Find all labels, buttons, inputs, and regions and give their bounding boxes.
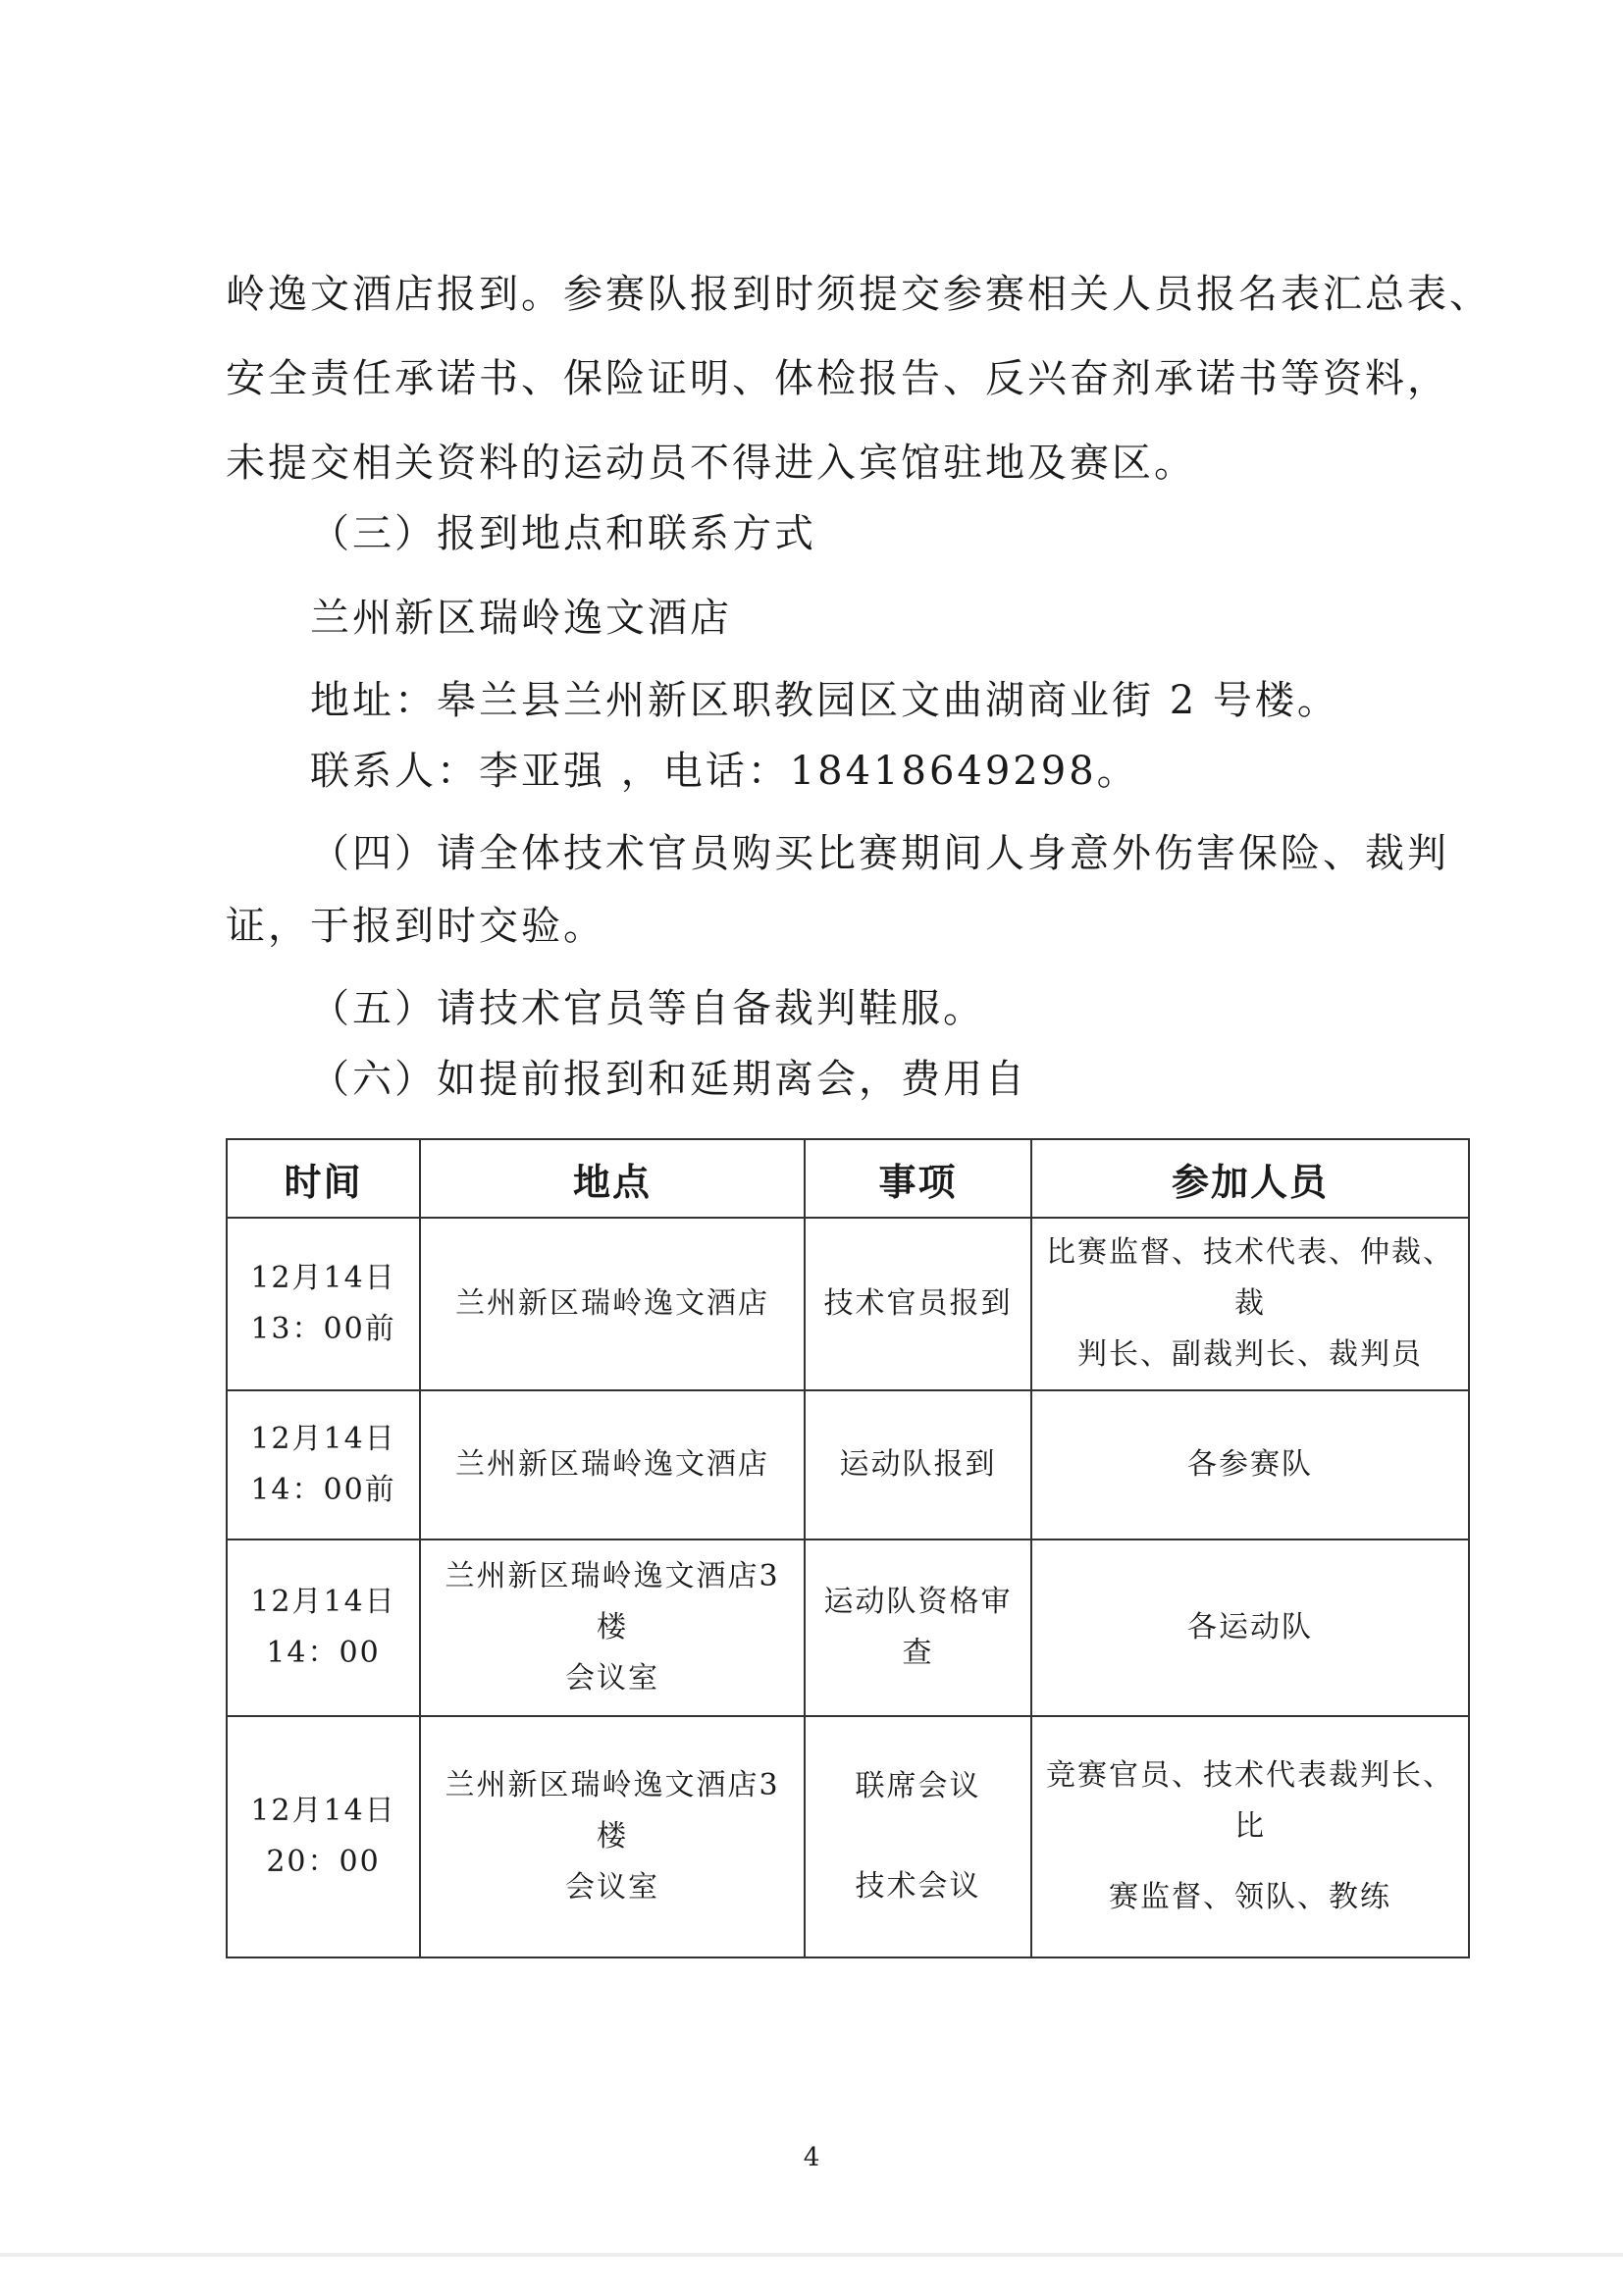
people-cell [1031,1390,1469,1539]
people-text: 各参赛队 [1187,1447,1313,1482]
item-cell [805,1539,1031,1716]
place-cell [420,1390,805,1539]
header-place: 地点 [420,1139,805,1218]
people-text: 各运动队 [1187,1610,1313,1644]
people-text: 判长、副裁判长、裁判员 [1077,1337,1423,1372]
time-cell [227,1218,420,1390]
date-text: 12月14日 [250,1261,396,1295]
time-cell [227,1716,420,1957]
schedule-table [226,1138,1470,1958]
item-text: 技术会议 [855,1869,981,1904]
table-row [227,1539,1469,1716]
time-cell [227,1539,420,1716]
body-text-line: 岭逸文酒店报到。参赛队报到时须提交参赛相关人员报名表汇总表、 [226,272,1492,317]
scan-edge-divider [0,2253,1623,2257]
body-text-line: 安全责任承诺书、保险证明、体检报告、反兴奋剂承诺书等资料， [226,356,1449,401]
item-cell [805,1218,1031,1390]
people-text: 比赛监督、技术代表、仲裁、裁 [1046,1235,1454,1321]
place-cell [420,1218,805,1390]
date-text: 12月14日 [250,1422,396,1456]
item-text: 联席会议 [855,1769,981,1803]
place-text: 兰州新区瑞岭逸文酒店 [455,1447,769,1482]
body-text-line: 证，于报到时交验。 [226,904,605,949]
body-text-line: 未提交相关资料的运动员不得进入宾馆驻地及赛区。 [226,441,1196,486]
table-row [227,1218,1469,1390]
people-text: 赛监督、领队、教练 [1109,1880,1391,1914]
people-cell [1031,1716,1469,1957]
section-heading-6: （六）如提前报到和延期离会，费用自 [310,1057,1027,1102]
people-cell [1031,1539,1469,1716]
table-header-row [227,1139,1469,1218]
time-text: 14：00前 [250,1473,396,1507]
place-cell [420,1539,805,1716]
header-item: 事项 [805,1139,1031,1218]
item-cell [805,1390,1031,1539]
item-text: 技术官员报到 [823,1286,1013,1321]
people-text: 竞赛官员、技术代表裁判长、比 [1046,1758,1454,1844]
place-text: 会议室 [565,1661,659,1696]
section-heading-3: （三）报到地点和联系方式 [310,511,816,556]
table-row [227,1390,1469,1539]
section-heading-4: （四）请全体技术官员购买比赛期间人身意外伤害保险、裁判 [310,831,1449,876]
date-text: 12月14日 [250,1585,396,1619]
address-line: 地址：皋兰县兰州新区职教园区文曲湖商业街 2 号楼。 [310,678,1339,723]
time-text: 13：00前 [250,1312,396,1346]
place-text: 兰州新区瑞岭逸文酒店3 楼 [445,1768,780,1853]
item-text: 运动队报到 [839,1447,997,1482]
people-cell [1031,1218,1469,1390]
time-text: 14：00 [266,1636,381,1670]
time-text: 20：00 [266,1845,381,1879]
page-number: 4 [803,2143,820,2172]
time-cell [227,1390,420,1539]
place-text: 兰州新区瑞岭逸文酒店 [455,1286,769,1321]
hotel-name: 兰州新区瑞岭逸文酒店 [310,596,732,641]
section-heading-5: （五）请技术官员等自备裁判鞋服。 [310,986,985,1031]
date-text: 12月14日 [250,1794,396,1828]
item-cell [805,1716,1031,1957]
item-text: 运动队资格审查 [823,1585,1013,1670]
header-time: 时间 [227,1139,420,1218]
contact-line: 联系人：李亚强 ，电话：18418649298。 [310,749,1139,794]
table-row [227,1716,1469,1957]
place-text: 会议室 [565,1870,659,1905]
header-people: 参加人员 [1031,1139,1469,1218]
place-text: 兰州新区瑞岭逸文酒店3 楼 [445,1559,780,1644]
place-cell [420,1716,805,1957]
